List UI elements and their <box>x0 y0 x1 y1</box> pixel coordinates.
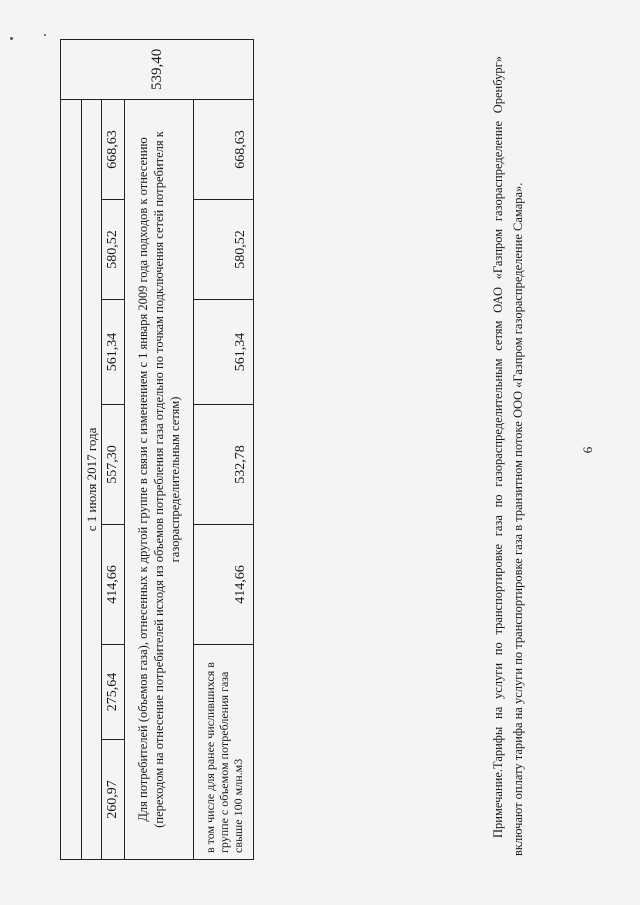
empty-cell <box>61 99 82 859</box>
value-cell: 557,30 <box>102 405 125 525</box>
period-header-cell: с 1 июля 2017 года <box>82 99 102 859</box>
group-description-row <box>125 39 194 859</box>
subgroup-value-cell: 414,66 <box>194 525 254 645</box>
subgroup-row <box>194 39 254 859</box>
subgroup-value-cell: 561,34 <box>194 300 254 405</box>
value-cell: 561,34 <box>102 300 125 405</box>
top-empty-row <box>61 39 82 859</box>
footnote: Примечание.Тарифы на услуги по транспортировке газа по газораспределительным сетям ОАО «Газпром газораспределение Оренбург» включают оплату тарифа на услуги по транспортировке газа в транзитном потоке ООО «Газпром газораспределение Самара». <box>491 56 525 856</box>
value-cell: 580,52 <box>102 200 125 300</box>
scan-speck <box>10 37 13 40</box>
subgroup-label-cell: в том числе для ранее числившихся в группе с объемом потребления газа свыше 100 млн.м3 <box>194 645 254 860</box>
values-row <box>102 39 125 859</box>
period-header-row <box>82 39 102 859</box>
value-cell: 414,66 <box>102 525 125 645</box>
value-cell: 668,63 <box>102 99 125 199</box>
subgroup-value-cell: 532,78 <box>194 405 254 525</box>
value-cell: 260,97 <box>102 740 125 860</box>
right-value-cell: 539,40 <box>61 39 254 99</box>
rotated-page-content <box>20 20 620 880</box>
tariff-table <box>60 39 254 860</box>
value-cell: 275,64 <box>102 645 125 740</box>
subgroup-value-cell: 580,52 <box>194 200 254 300</box>
page-number: 6 <box>580 446 595 454</box>
group-description-cell: Для потребителей (объемов газа), отнесенных к другой группе в связи с изменением с 1 января 2009 года подходов к отнесению (переходом на отнесение потребителей исходя из объемов потребления газа отдельно по точкам подключения сетей потребителя к газораспределительным сетям) <box>125 99 194 859</box>
subgroup-value-cell: 668,63 <box>194 99 254 199</box>
